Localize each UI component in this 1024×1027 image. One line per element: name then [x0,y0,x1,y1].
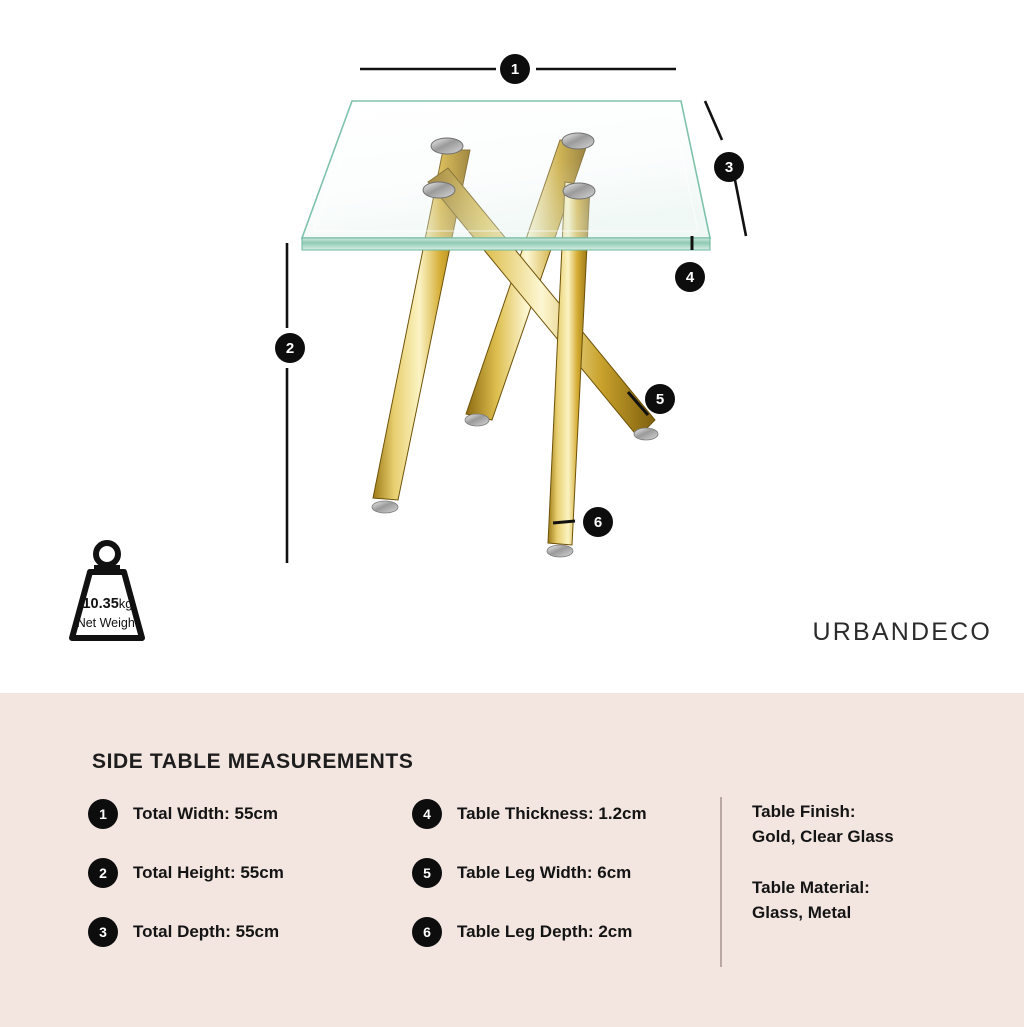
measurement-badge: 5 [412,858,442,888]
measurement-label: Total Depth: 55cm [133,922,280,941]
callout-5: 5 [645,384,675,414]
measurement-badge: 3 [88,917,118,947]
weight-unit: kg [118,596,133,611]
table-material-block [752,875,1002,925]
callout-4: 4 [675,262,705,292]
net-weight-label: Net Weight [76,616,139,630]
measurement-badge: 2 [88,858,118,888]
measurement-label: Table Thickness: 1.2cm [457,804,647,823]
measurement-row [88,917,408,947]
callout-1: 1 [500,54,530,84]
table-finish-block [752,799,1002,849]
brand-logo: URBANDECO [812,618,992,646]
measurement-label: Total Width: 55cm [133,804,278,823]
measurement-row [412,917,712,947]
measurement-row [88,858,408,888]
glass-table-top [302,101,710,250]
measurement-label: Total Height: 55cm [133,863,284,882]
measurement-column-three [752,799,1002,951]
table-material-value: Glass, Metal [752,903,852,922]
measurement-badge: 1 [88,799,118,829]
net-weight-value [50,596,165,612]
table-finish-heading: Table Finish: [752,802,856,821]
column-divider [720,797,722,967]
measurement-column-one [88,799,408,976]
callout-6: 6 [583,507,613,537]
measurement-row [88,799,408,829]
panel-title: SIDE TABLE MEASUREMENTS [92,750,414,773]
measurements-panel [0,690,1024,1027]
table-finish-value: Gold, Clear Glass [752,827,894,846]
table-material-heading: Table Material: [752,878,870,897]
measurement-row [412,799,712,829]
callout-3: 3 [714,152,744,182]
measurement-label: Table Leg Depth: 2cm [457,922,633,941]
measurement-badge: 4 [412,799,442,829]
measurement-badge: 6 [412,917,442,947]
table-feet [372,414,658,557]
weight-number: 10.35 [82,596,119,612]
measurement-column-two [412,799,712,976]
net-weight-badge [50,538,165,643]
callout-2: 2 [275,333,305,363]
measurement-row [412,858,712,888]
measurement-label: Table Leg Width: 6cm [457,863,632,882]
